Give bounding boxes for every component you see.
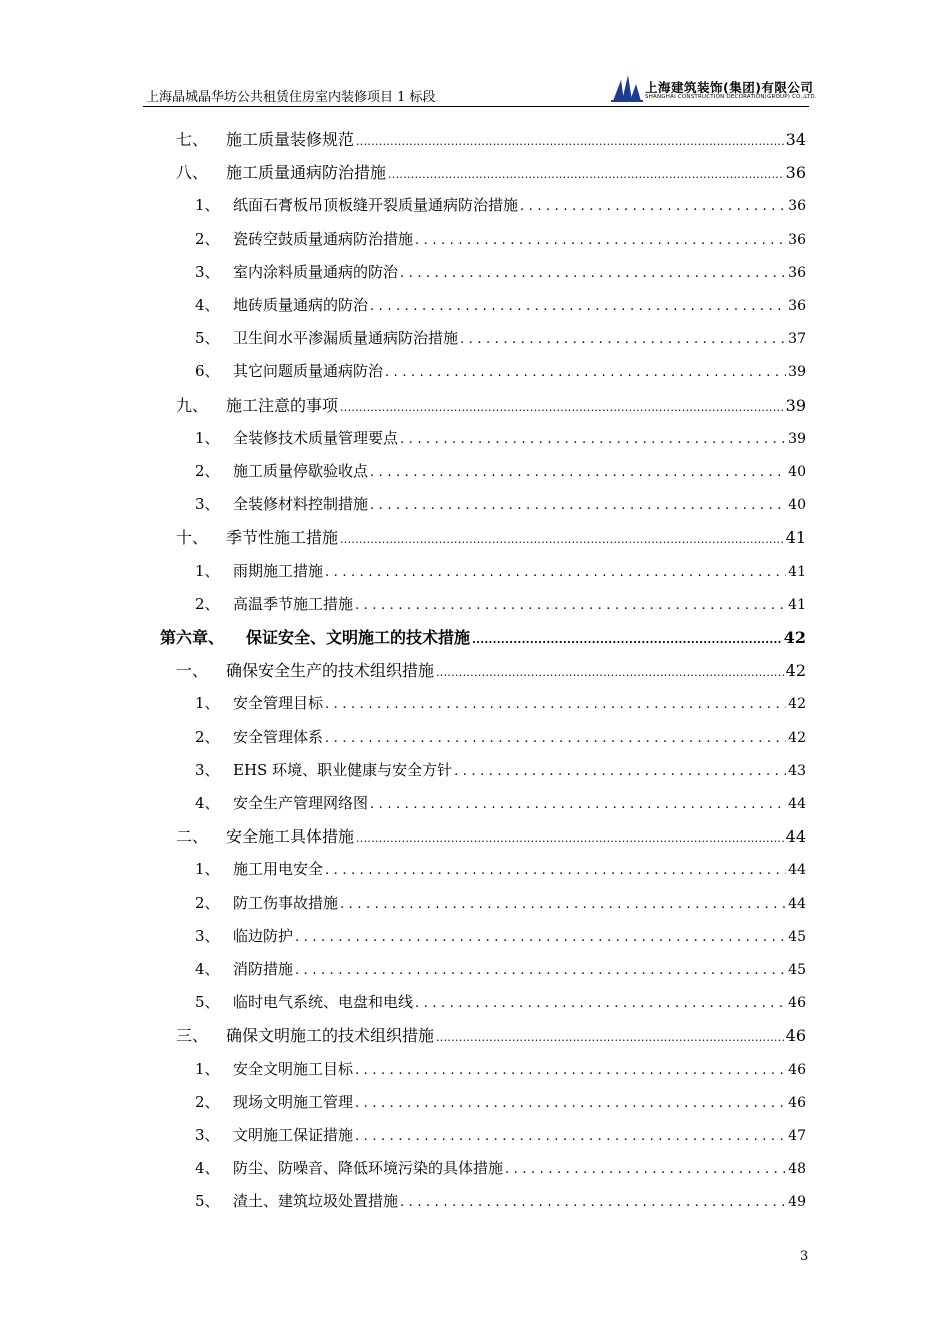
toc-entry-title: 雨期施工措施 — [233, 561, 324, 580]
toc-entry[interactable] — [176, 1019, 806, 1052]
toc-entry[interactable] — [195, 588, 806, 621]
toc-entry-page: 45 — [788, 928, 806, 945]
toc-entry[interactable] — [176, 820, 806, 853]
toc-dot-leader — [325, 555, 786, 589]
toc-entry[interactable] — [195, 1086, 806, 1119]
toc-entry-page: 44 — [788, 895, 806, 912]
toc-entry-number: 3、 — [195, 1126, 220, 1144]
toc-entry-number: 2、 — [195, 1092, 220, 1111]
toc-entry-number: 七、 — [176, 130, 209, 149]
toc-entry-number: 5、 — [195, 1192, 220, 1211]
toc-dot-leader — [295, 920, 786, 954]
toc-entry[interactable] — [195, 1152, 806, 1185]
company-logo — [611, 74, 817, 104]
logo-building-icon — [611, 74, 643, 102]
toc-entry-page: 42 — [788, 696, 806, 713]
toc-entry-title: 施工质量通病防治措施 — [226, 163, 387, 183]
toc-dot-leader — [325, 721, 786, 755]
toc-entry[interactable] — [160, 621, 806, 654]
toc-entry-page: 44 — [788, 862, 806, 879]
toc-entry-title: 现场文明施工管理 — [233, 1092, 354, 1111]
toc-dot-leader — [340, 389, 784, 424]
header-title: 上海晶城晶华坊公共租赁住房室内装修项目 1 标段 — [146, 90, 436, 105]
toc-entry-title: 安全施工具体措施 — [226, 827, 355, 847]
toc-entry-page: 36 — [788, 298, 806, 314]
toc-entry[interactable] — [195, 887, 806, 920]
toc-entry-page: 44 — [788, 796, 806, 812]
toc-entry-page: 41 — [788, 596, 806, 613]
toc-entry-page: 46 — [785, 1026, 806, 1046]
toc-entry-title: 卫生间水平渗漏质量通病防治措施 — [233, 329, 459, 348]
toc-entry[interactable] — [195, 1053, 806, 1086]
toc-entry[interactable] — [195, 1119, 806, 1152]
toc-entry-title: 施工质量停歇验收点 — [233, 462, 369, 480]
toc-entry-title: 防尘、防噪音、降低环境污染的具体措施 — [233, 1159, 504, 1178]
toc-dot-leader — [400, 256, 786, 290]
toc-entry-number: 4、 — [195, 960, 220, 978]
toc-entry-number: 三、 — [176, 1026, 209, 1046]
toc-entry-page: 36 — [788, 264, 806, 281]
toc-entry[interactable] — [195, 422, 806, 455]
toc-entry-title: 施工注意的事项 — [226, 395, 339, 415]
toc-entry-page: 40 — [788, 497, 806, 514]
toc-entry-number: 2、 — [195, 594, 220, 613]
toc-dot-leader — [472, 621, 782, 656]
toc-entry-page: 39 — [788, 364, 806, 381]
toc-entry-title: 室内涂料质量通病的防治 — [233, 262, 399, 281]
toc-dot-leader — [460, 322, 786, 356]
toc-entry-number: 3、 — [195, 495, 220, 514]
toc-entry-number: 2、 — [195, 229, 220, 248]
toc-entry-title: 全装修技术质量管理要点 — [233, 428, 399, 447]
toc-dot-leader — [400, 1185, 786, 1219]
toc-entry-number: 九、 — [176, 395, 209, 415]
toc-entry-page: 41 — [788, 563, 806, 580]
toc-entry-page: 42 — [788, 729, 806, 746]
toc-entry[interactable] — [176, 521, 806, 554]
toc-dot-leader — [385, 355, 786, 389]
toc-dot-leader — [505, 1152, 786, 1186]
toc-entry-page: 42 — [785, 661, 806, 681]
toc-dot-leader — [370, 488, 786, 522]
toc-dot-leader — [520, 189, 786, 223]
toc-entry-page: 34 — [785, 130, 806, 149]
toc-entry-title: 瓷砖空鼓质量通病防治措施 — [233, 229, 414, 248]
toc-entry-number: 二、 — [176, 827, 209, 847]
toc-entry[interactable] — [195, 953, 806, 986]
toc-entry-title: 安全生产管理网络图 — [233, 794, 369, 812]
toc-entry-title: 临边防护 — [233, 926, 294, 945]
toc-dot-leader — [388, 156, 784, 191]
toc-entry-number: 1、 — [195, 196, 220, 215]
toc-entry-title: 高温季节施工措施 — [233, 594, 354, 613]
toc-entry-title: 临时电气系统、电盘和电线 — [233, 993, 414, 1012]
toc-entry[interactable] — [195, 488, 806, 521]
toc-entry[interactable] — [195, 787, 806, 820]
toc-entry-title: 施工用电安全 — [233, 860, 324, 879]
toc-entry[interactable] — [195, 754, 806, 787]
toc-dot-leader — [325, 853, 786, 887]
toc-entry-number: 1、 — [195, 860, 220, 879]
page-header — [143, 68, 817, 107]
toc-entry-number: 十、 — [176, 528, 209, 548]
toc-entry-number: 5、 — [195, 993, 220, 1012]
toc-entry-title: 安全文明施工目标 — [233, 1059, 354, 1078]
toc-entry-page: 37 — [788, 331, 806, 348]
toc-dot-leader — [454, 754, 786, 788]
toc-entry-number: 4、 — [195, 1159, 220, 1178]
toc-entry-number: 第六章、 — [160, 628, 225, 647]
toc-dot-leader — [415, 986, 786, 1020]
page-number: 3 — [800, 1249, 809, 1264]
toc-dot-leader — [355, 1119, 786, 1153]
toc-dot-leader — [295, 953, 786, 987]
toc-dot-leader — [356, 123, 784, 158]
toc-dot-leader — [370, 289, 786, 323]
toc-dot-leader — [400, 422, 786, 456]
toc-dot-leader — [340, 887, 786, 921]
toc-entry-page: 46 — [788, 995, 806, 1012]
toc-entry-title: 防工伤事故措施 — [233, 893, 339, 912]
toc-entry-number: 2、 — [195, 462, 220, 480]
toc-entry-page: 36 — [788, 198, 806, 215]
toc-entry[interactable] — [176, 123, 806, 156]
toc-entry-page: 45 — [788, 962, 806, 978]
toc-entry-title: 保证安全、文明施工的技术措施 — [246, 628, 471, 647]
toc-entry[interactable] — [195, 355, 806, 388]
toc-entry-page: 49 — [788, 1194, 806, 1211]
toc-entry-title: 安全管理体系 — [233, 727, 324, 746]
toc-entry-number: 4、 — [195, 794, 220, 812]
toc-entry-number: 3、 — [195, 262, 220, 281]
toc-dot-leader — [356, 820, 784, 855]
toc-entry-number: 1、 — [195, 694, 220, 713]
toc-entry-page: 40 — [788, 464, 806, 480]
toc-entry-page: 36 — [785, 163, 806, 183]
toc-dot-leader — [415, 223, 786, 257]
toc-entry[interactable] — [195, 322, 806, 355]
toc-entry[interactable] — [195, 1185, 806, 1218]
toc-entry-number: 2、 — [195, 893, 220, 912]
toc-entry[interactable] — [195, 223, 806, 256]
toc-entry[interactable] — [195, 986, 806, 1019]
toc-entry-page: 48 — [788, 1161, 806, 1178]
toc-entry-number: 3、 — [195, 926, 220, 945]
toc-entry-page: 39 — [785, 395, 806, 415]
toc-entry-title: 确保文明施工的技术组织措施 — [226, 1026, 435, 1046]
toc-entry-page: 43 — [788, 762, 806, 779]
toc-entry[interactable] — [195, 455, 806, 488]
toc-entry-title: 消防措施 — [233, 960, 294, 978]
toc-entry[interactable] — [195, 920, 806, 953]
toc-entry-title: 纸面石膏板吊顶板缝开裂质量通病防治措施 — [233, 196, 519, 215]
toc-entry-number: 2、 — [195, 727, 220, 746]
toc-entry-page: 41 — [785, 528, 806, 548]
toc-entry[interactable] — [195, 687, 806, 720]
toc-entry[interactable] — [195, 256, 806, 289]
toc-entry-number: 八、 — [176, 163, 209, 183]
toc-dot-leader — [325, 687, 786, 721]
toc-entry-page: 47 — [788, 1128, 806, 1144]
toc-entry-title: 文明施工保证措施 — [233, 1126, 354, 1144]
toc-entry-title: 季节性施工措施 — [226, 528, 339, 548]
toc-entry-page: 39 — [788, 430, 806, 447]
toc-entry-number: 一、 — [176, 661, 209, 681]
toc-entry-title: 确保安全生产的技术组织措施 — [226, 661, 435, 681]
toc-entry[interactable] — [195, 853, 806, 886]
toc-dot-leader — [355, 1086, 786, 1120]
toc-entry[interactable] — [195, 189, 806, 222]
toc-entry-number: 1、 — [195, 428, 220, 447]
toc-dot-leader — [355, 588, 786, 622]
toc-entry-title: 安全管理目标 — [233, 694, 324, 713]
toc-entry-page: 44 — [785, 827, 806, 847]
toc-dot-leader — [370, 787, 786, 821]
toc-entry[interactable] — [176, 156, 806, 189]
toc-dot-leader — [340, 521, 784, 556]
logo-english-name: SHANGHAI CONSTRUCTION DECORATION(GROUP) CO.,LTD. — [645, 94, 817, 100]
toc-dot-leader — [355, 1053, 786, 1087]
toc-entry-number: 1、 — [195, 561, 220, 580]
toc-entry[interactable] — [195, 555, 806, 588]
toc-entry[interactable] — [176, 654, 806, 687]
toc-entry[interactable] — [195, 721, 806, 754]
toc-entry-title: 渣土、建筑垃圾处置措施 — [233, 1192, 399, 1211]
toc-entry-number: 4、 — [195, 296, 220, 314]
toc-dot-leader — [370, 455, 786, 489]
toc-entry-title: 其它问题质量通病防治 — [233, 362, 384, 381]
toc-entry[interactable] — [195, 289, 806, 322]
logo-chinese-name: 上海建筑装饰(集团)有限公司 — [645, 80, 814, 95]
toc-entry-title: EHS 环境、职业健康与安全方针 — [233, 760, 453, 779]
toc-entry-page: 42 — [783, 628, 806, 647]
toc-entry-number: 3、 — [195, 760, 220, 779]
toc-dot-leader — [436, 1019, 784, 1054]
toc-entry-title: 施工质量装修规范 — [226, 130, 355, 149]
toc-entry-number: 1、 — [195, 1059, 220, 1078]
toc-entry-page: 46 — [788, 1061, 806, 1078]
toc-entry-number: 6、 — [195, 362, 220, 381]
toc-entry-page: 46 — [788, 1094, 806, 1111]
toc-dot-leader — [436, 654, 784, 689]
toc-entry-title: 地砖质量通病的防治 — [233, 296, 369, 314]
toc-entry-number: 5、 — [195, 329, 220, 348]
toc-entry-page: 36 — [788, 231, 806, 248]
toc-entry[interactable] — [176, 389, 806, 422]
toc-entry-title: 全装修材料控制措施 — [233, 495, 369, 514]
